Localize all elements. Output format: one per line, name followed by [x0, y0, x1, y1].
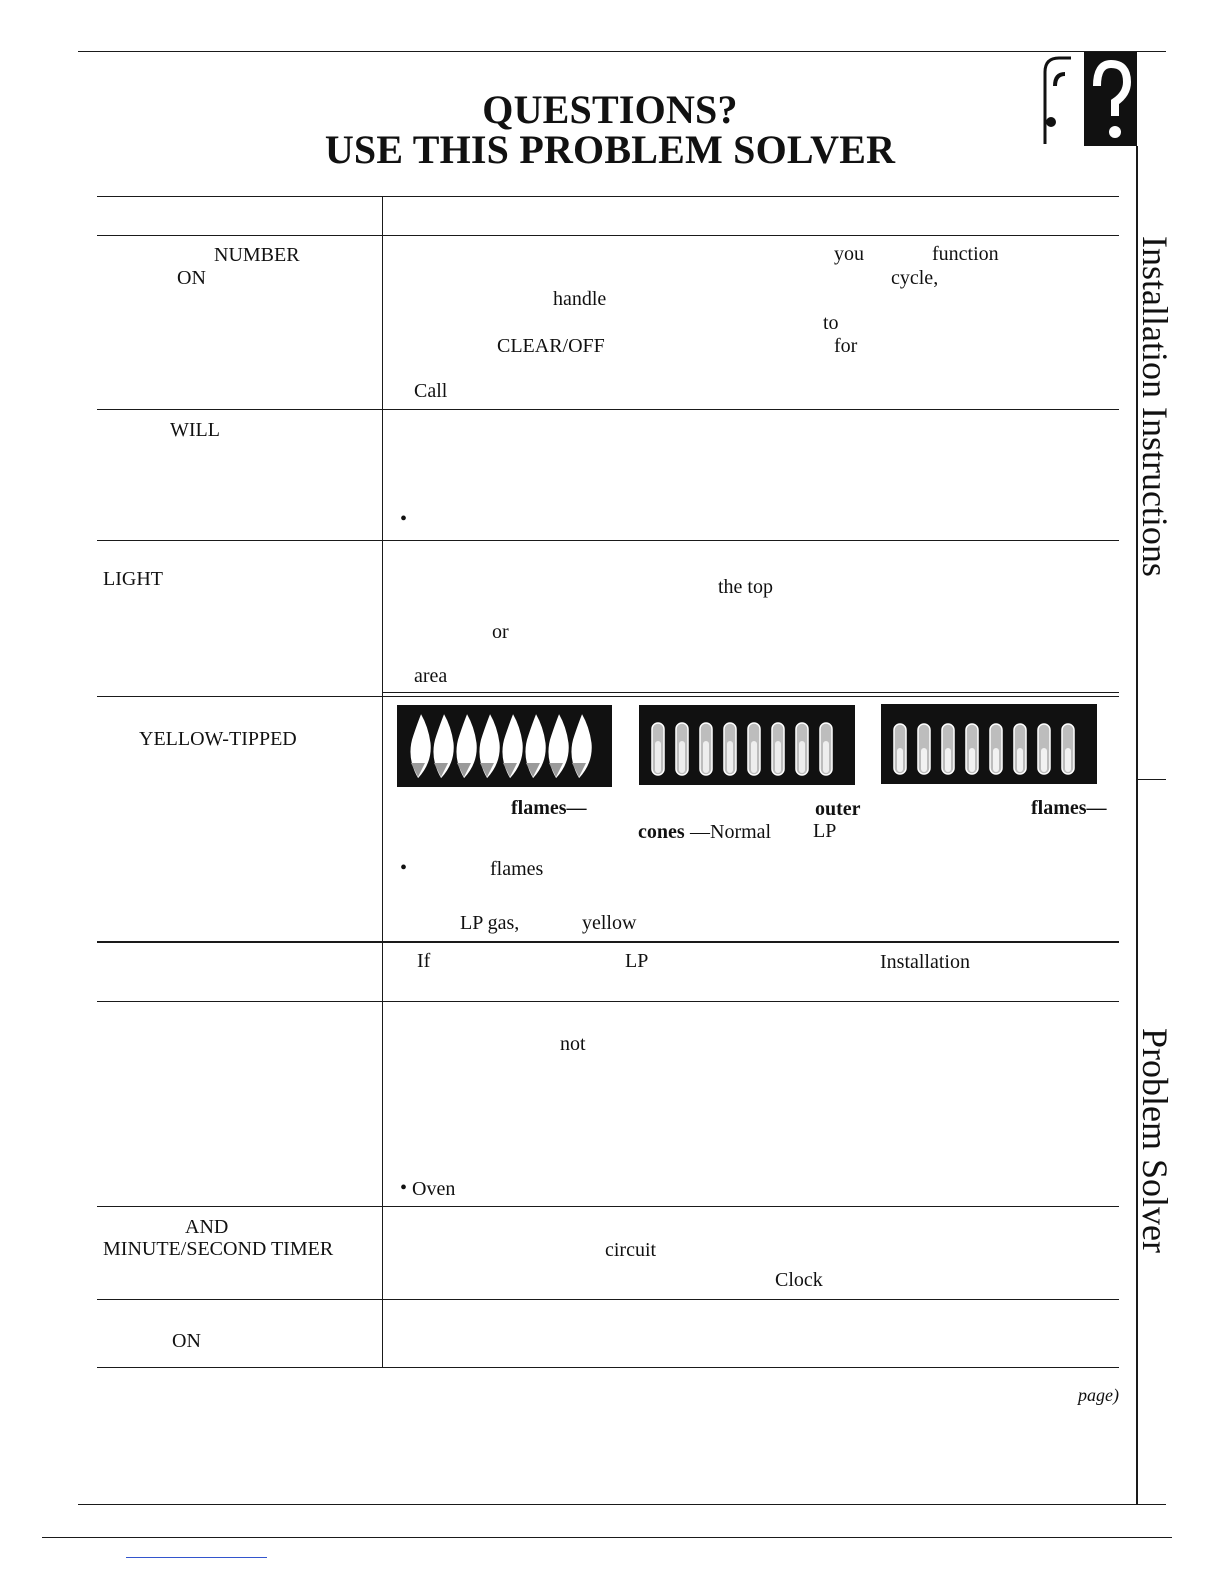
page-title-line2: USE THIS PROBLEM SOLVER [324, 127, 896, 172]
table-column-divider [382, 196, 383, 1368]
side-tab-divider [1138, 779, 1166, 780]
flame-caption: flames— [511, 797, 587, 819]
bullet-icon: • [400, 1177, 408, 1199]
flame-caption: LP [813, 820, 837, 842]
row7-left-text: MINUTE/SECOND TIMER [103, 1238, 334, 1260]
row4-left-text: YELLOW-TIPPED [139, 728, 297, 750]
top-rule [78, 51, 1166, 52]
row-rule [97, 1206, 1119, 1207]
row1-right-text: CLEAR/OFF [497, 335, 605, 357]
row5-right-text: LP [625, 950, 649, 972]
row-rule [97, 696, 1119, 697]
row5-right-text: Installation [880, 951, 970, 973]
row-rule [97, 409, 1119, 410]
bullet-icon: • [400, 508, 408, 530]
row1-left-text: NUMBER [214, 244, 300, 266]
link-underline[interactable] [126, 1557, 267, 1558]
row1-right-text: Call [414, 380, 448, 402]
face-question-mark-icon [1041, 52, 1137, 146]
table-bottom-rule [97, 1367, 1119, 1368]
row1-right-text: for [834, 335, 858, 357]
row6-right-text: not [560, 1033, 586, 1055]
row4-note-text: LP gas, [460, 912, 520, 934]
flame-caption: cones [638, 821, 685, 843]
yellow-flames-illustration [397, 705, 612, 787]
row1-left-text: ON [177, 267, 206, 289]
row7-left-text: AND [185, 1216, 229, 1238]
row4-note-text: flames [490, 858, 544, 880]
row1-right-text: handle [553, 288, 607, 310]
row2-left-text: WILL [170, 419, 220, 441]
natural-gas-flames-illustration [881, 704, 1097, 784]
flame-caption: flames— [1031, 797, 1107, 819]
row-rule [97, 941, 1119, 943]
bottom-rule [78, 1504, 1166, 1505]
row1-right-text: function [932, 243, 999, 265]
side-tab-installation: Installation Instructions [1135, 236, 1175, 577]
row6-right-text: Oven [412, 1178, 456, 1200]
row-rule [97, 1299, 1119, 1300]
row1-right-text: to [823, 312, 839, 334]
row5-right-text: If [417, 950, 431, 972]
table-header-rule [97, 235, 1119, 236]
normal-lp-flames-illustration [639, 705, 855, 785]
row3-left-text: LIGHT [103, 568, 163, 590]
page-title-line1: QUESTIONS? [482, 87, 738, 132]
row8-left-text: ON [172, 1330, 201, 1352]
bullet-icon: • [400, 857, 408, 879]
row1-right-text: you [834, 243, 864, 265]
row7-right-text: Clock [775, 1269, 823, 1291]
row-rule [382, 692, 1119, 693]
row-rule [97, 540, 1119, 541]
row1-right-text: cycle, [891, 267, 939, 289]
flame-caption: —Normal [690, 821, 772, 843]
page-reference: page) [1078, 1385, 1119, 1405]
row3-right-text: area [414, 665, 448, 687]
side-tab-problem-solver: Problem Solver [1135, 1028, 1175, 1253]
row3-right-text: the top [718, 576, 773, 598]
row3-right-text: or [492, 621, 509, 643]
footer-rule [42, 1537, 1172, 1538]
row7-right-text: circuit [605, 1239, 657, 1261]
table-top-rule [97, 196, 1119, 197]
flame-caption: outer [815, 798, 861, 820]
row-rule [97, 1001, 1119, 1002]
row4-note-text: yellow [582, 912, 637, 934]
